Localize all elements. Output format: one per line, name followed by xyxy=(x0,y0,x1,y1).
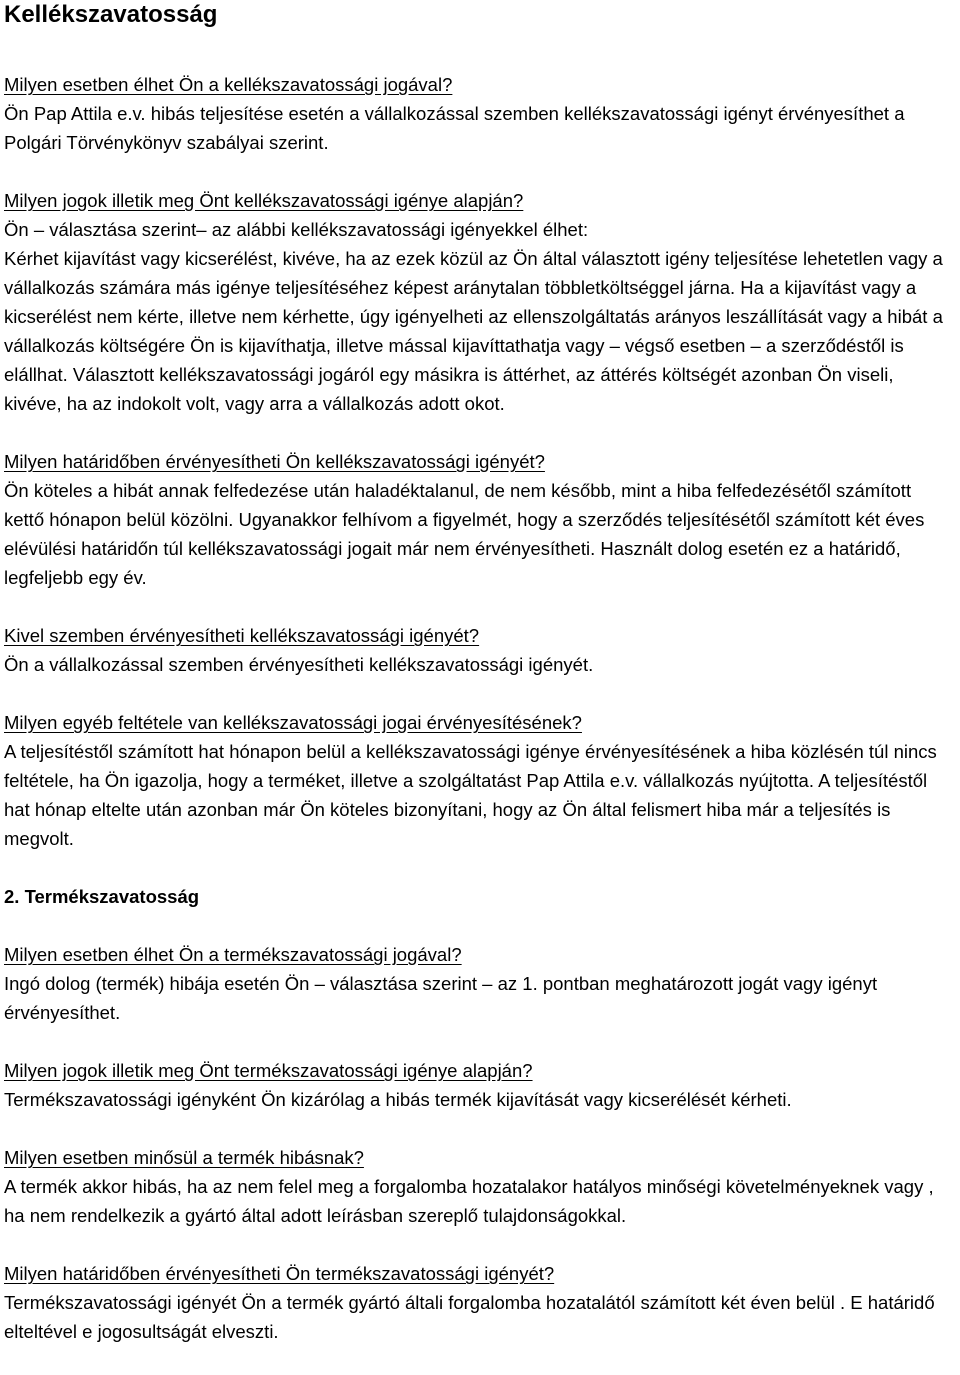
question-heading: Milyen esetben élhet Ön a kellékszavatossági jogával? xyxy=(4,74,453,95)
spacer xyxy=(4,1230,956,1259)
spacer xyxy=(4,157,956,186)
answer-paragraph: Ön a vállalkozással szemben érvényesítheti kellékszavatossági igényét. xyxy=(4,654,594,675)
question-heading: Milyen határidőben érvényesítheti Ön kellékszavatossági igényét? xyxy=(4,451,545,472)
question-heading: Milyen egyéb feltétele van kellékszavatossági jogai érvényesítésének? xyxy=(4,712,582,733)
spacer xyxy=(4,30,956,70)
section-heading: 2. Termékszavatosság xyxy=(4,886,200,907)
spacer xyxy=(4,1027,956,1056)
question-heading: Milyen határidőben érvényesítheti Ön termékszavatossági igényét? xyxy=(4,1263,555,1284)
answer-paragraph: Termékszavatossági igényét Ön a termék gyártó általi forgalomba hozatalától számított két éven belül . E határidő elteltével e jogosultságát elveszti. xyxy=(4,1292,935,1342)
answer-paragraph: Ön köteles a hibát annak felfedezése után haladéktalanul, de nem később, mint a hiba felfedezésétől számított kettő hónapon belül közölni. Ugyanakkor felhívom a figyelmét, hogy a szerződés teljesítésétől számított két éves elévülési határidőn túl kellékszavatossági jogait már nem érvényesítheti. Használt dolog esetén ez a határidő, legfeljebb egy év. xyxy=(4,480,925,588)
spacer xyxy=(4,911,956,940)
spacer xyxy=(4,1114,956,1143)
answer-paragraph: A termék akkor hibás, ha az nem felel meg a forgalomba hozatalakor hatályos minőségi követelményeknek vagy , ha nem rendelkezik a gyártó által adott leírásban szereplő tulajdonságokkal. xyxy=(4,1176,934,1226)
answer-paragraph: Kérhet kijavítást vagy kicserélést, kivéve, ha az ezek közül az Ön által választott igény teljesítése lehetetlen vagy a vállalkozás számára más igénye teljesítéséhez képest aránytalan többletköltséggel járna. Ha a kijavítást vagy a kicserélést nem kérte, illetve nem kérhette, úgy igényelheti az ellenszolgáltatás arányos leszállítását vagy a hibát a vállalkozás költségére Ön is kijavíthatja, illetve mással kijavíttathatja vagy – végső esetben – a szerződéstől is elállhat. Választott kellékszavatossági jogáról egy másikra is áttérhet, az áttérés költségét azonban Ön viseli, kivéve, ha az indokolt volt, vagy arra a vállalkozás adott okot. xyxy=(4,248,943,414)
answer-paragraph: Termékszavatossági igényként Ön kizárólag a hibás termék kijavítását vagy kicserélését kérheti. xyxy=(4,1089,792,1110)
question-heading: Milyen esetben minősül a termék hibásnak? xyxy=(4,1147,364,1168)
document-title: Kellékszavatosság xyxy=(4,1,218,28)
spacer xyxy=(4,679,956,708)
answer-paragraph: Ön Pap Attila e.v. hibás teljesítése esetén a vállalkozással szemben kellékszavatossági igényt érvényesíthet a Polgári Törvénykönyv szabályai szerint. xyxy=(4,103,905,153)
spacer xyxy=(4,592,956,621)
question-heading: Milyen jogok illetik meg Önt termékszavatossági igénye alapján? xyxy=(4,1060,533,1081)
document-page xyxy=(4,0,956,1346)
question-heading: Kivel szemben érvényesítheti kellékszavatossági igényét? xyxy=(4,625,480,646)
answer-paragraph: Ön – választása szerint– az alábbi kellékszavatossági igényekkel élhet: xyxy=(4,219,589,240)
spacer xyxy=(4,418,956,447)
answer-paragraph: Ingó dolog (termék) hibája esetén Ön – választása szerint – az 1. pontban meghatározott jogát vagy igényt érvényesíthet. xyxy=(4,973,878,1023)
question-heading: Milyen esetben élhet Ön a termékszavatossági jogával? xyxy=(4,944,462,965)
question-heading: Milyen jogok illetik meg Önt kellékszavatossági igénye alapján? xyxy=(4,190,524,211)
answer-paragraph: A teljesítéstől számított hat hónapon belül a kellékszavatossági igénye érvényesítésének a hiba közlésén túl nincs feltétele, ha Ön igazolja, hogy a terméket, illetve a szolgáltatást Pap Attila e.v. vállalkozás nyújtotta. A teljesítéstől hat hónap eltelte után azonban már Ön köteles bizonyítani, hogy az Ön által felismert hiba már a teljesítés is megvolt. xyxy=(4,741,937,849)
spacer xyxy=(4,853,956,882)
